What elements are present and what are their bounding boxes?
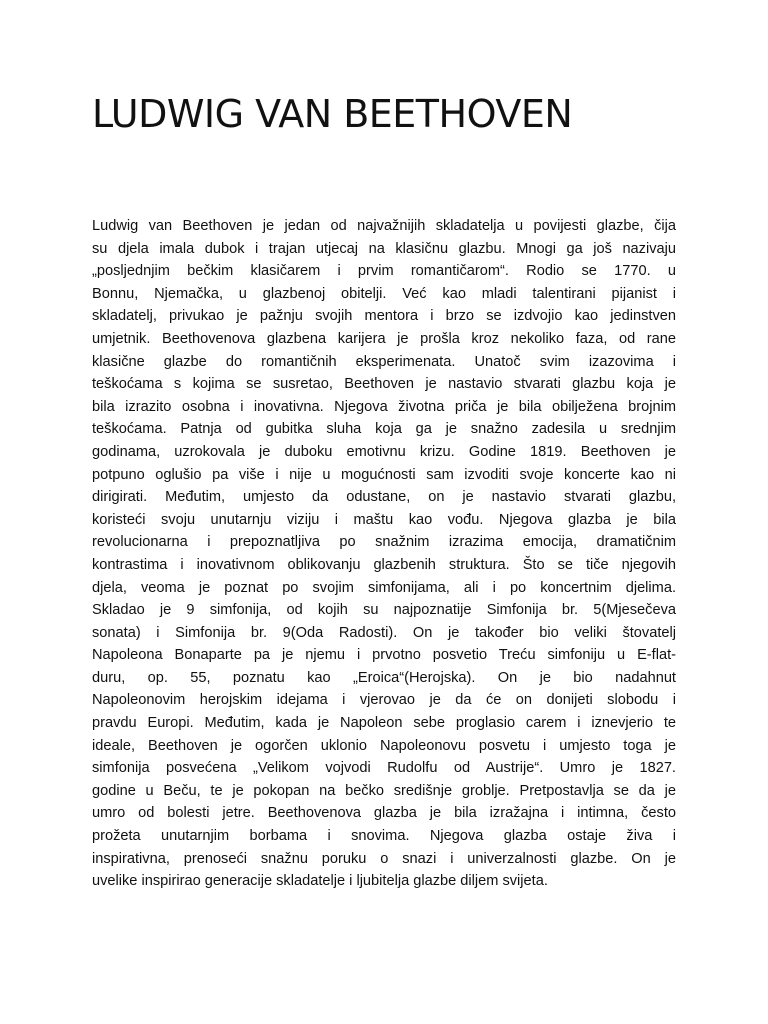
- body-line: koristeći svoju unutarnju viziju i maštu kao vođu. Njegova glazba je bila: [92, 511, 676, 528]
- document-title: LUDWIG VAN BEETHOVEN: [92, 92, 573, 136]
- document-body: [92, 215, 676, 893]
- body-line: djela, veoma je poznat po svojim simfonijama, ali i po koncertnim djelima.: [92, 579, 676, 596]
- body-line: klasične glazbe do romantičnih eksperimenata. Unatoč svim izazovima i: [92, 353, 676, 370]
- body-line: „posljednjim bečkim klasičarem i prvim romantičarom“. Rodio se 1770. u: [92, 263, 676, 280]
- body-line: umjetnik. Beethovenova glazbena karijera je prošla kroz nekoliko faza, od rane: [92, 330, 676, 347]
- body-line: kontrastima i inovativnom oblikovanju glazbenih struktura. Što se tiče njegovih: [92, 556, 676, 573]
- body-line: bila izrazito osobna i inovativna. Njegova životna priča je bila obilježena brojnim: [92, 398, 676, 415]
- body-line: simfonija posvećena „Velikom vojvodi Rudolfu od Austrije“. Umro je 1827.: [92, 760, 676, 777]
- body-line: ideale, Beethoven je ogorčen uklonio Napoleonovu posvetu i umjesto toga je: [92, 737, 676, 754]
- body-line: skladatelj, privukao je pažnju svojih mentora i brzo se izdvojio kao jedinstven: [92, 308, 676, 325]
- body-line: Skladao je 9 simfonija, od kojih su najpoznatije Simfonija br. 5(Mjesečeva: [92, 602, 676, 619]
- body-line: teškoćama. Patnja od gubitka sluha koja ga je snažno zadesila u srednjim: [92, 421, 676, 438]
- body-line: prožeta unutarnjim borbama i snovima. Njegova glazba ostaje živa i: [92, 828, 676, 845]
- body-line: pravdu Europi. Međutim, kada je Napoleon sebe proglasio carem i iznevjerio te: [92, 715, 676, 732]
- body-line: su djela imala dubok i trajan utjecaj na klasičnu glazbu. Mnogi ga još nazivaju: [92, 240, 676, 257]
- body-line: sonata) i Simfonija br. 9(Oda Radosti). On je također bio veliki štovatelj: [92, 624, 676, 641]
- body-line: potpuno oglušio pa više i nije u mogućnosti sam izvoditi svoje koncerte kao ni: [92, 466, 676, 483]
- body-line: godinama, uzrokovala je duboku emotivnu krizu. Godine 1819. Beethoven je: [92, 443, 676, 460]
- body-line: revolucionarna i prepoznatljiva po snažnim izrazima emocija, dramatičnim: [92, 534, 676, 551]
- body-line: inspirativna, prenoseći snažnu poruku o snazi i univerzalnosti glazbe. On je: [92, 850, 676, 867]
- body-line: Ludwig van Beethoven je jedan od najvažnijih skladatelja u povijesti glazbe, čija: [92, 218, 676, 234]
- body-line: duru, op. 55, poznatu kao „Eroica“(Herojska). On je bio nadahnut: [92, 669, 676, 686]
- body-line: Napoleona Bonaparte pa je njemu i prvotno posvetio Treću simfoniju u E-flat-: [92, 647, 676, 664]
- body-line: umro od bolesti jetre. Beethovenova glazba je bila izražajna i intimna, često: [92, 805, 676, 822]
- body-line: Napoleonovim herojskim idejama i vjerovao je da će on donijeti slobodu i: [92, 692, 676, 709]
- body-line: Bonnu, Njemačka, u glazbenoj obitelji. Već kao mladi talentirani pijanist i: [92, 285, 676, 302]
- body-line: teškoćama s kojima se susretao, Beethoven je nastavio stvarati glazbu koja je: [92, 376, 676, 393]
- body-line: godine u Beču, te je pokopan na bečko središnje groblje. Pretpostavlja se da je: [92, 782, 676, 799]
- body-line: dirigirati. Međutim, umjesto da odustane, on je nastavio stvarati glazbu,: [92, 489, 676, 506]
- body-line: uvelike inspirirao generacije skladatelje i ljubitelja glazbe diljem svijeta.: [92, 873, 548, 890]
